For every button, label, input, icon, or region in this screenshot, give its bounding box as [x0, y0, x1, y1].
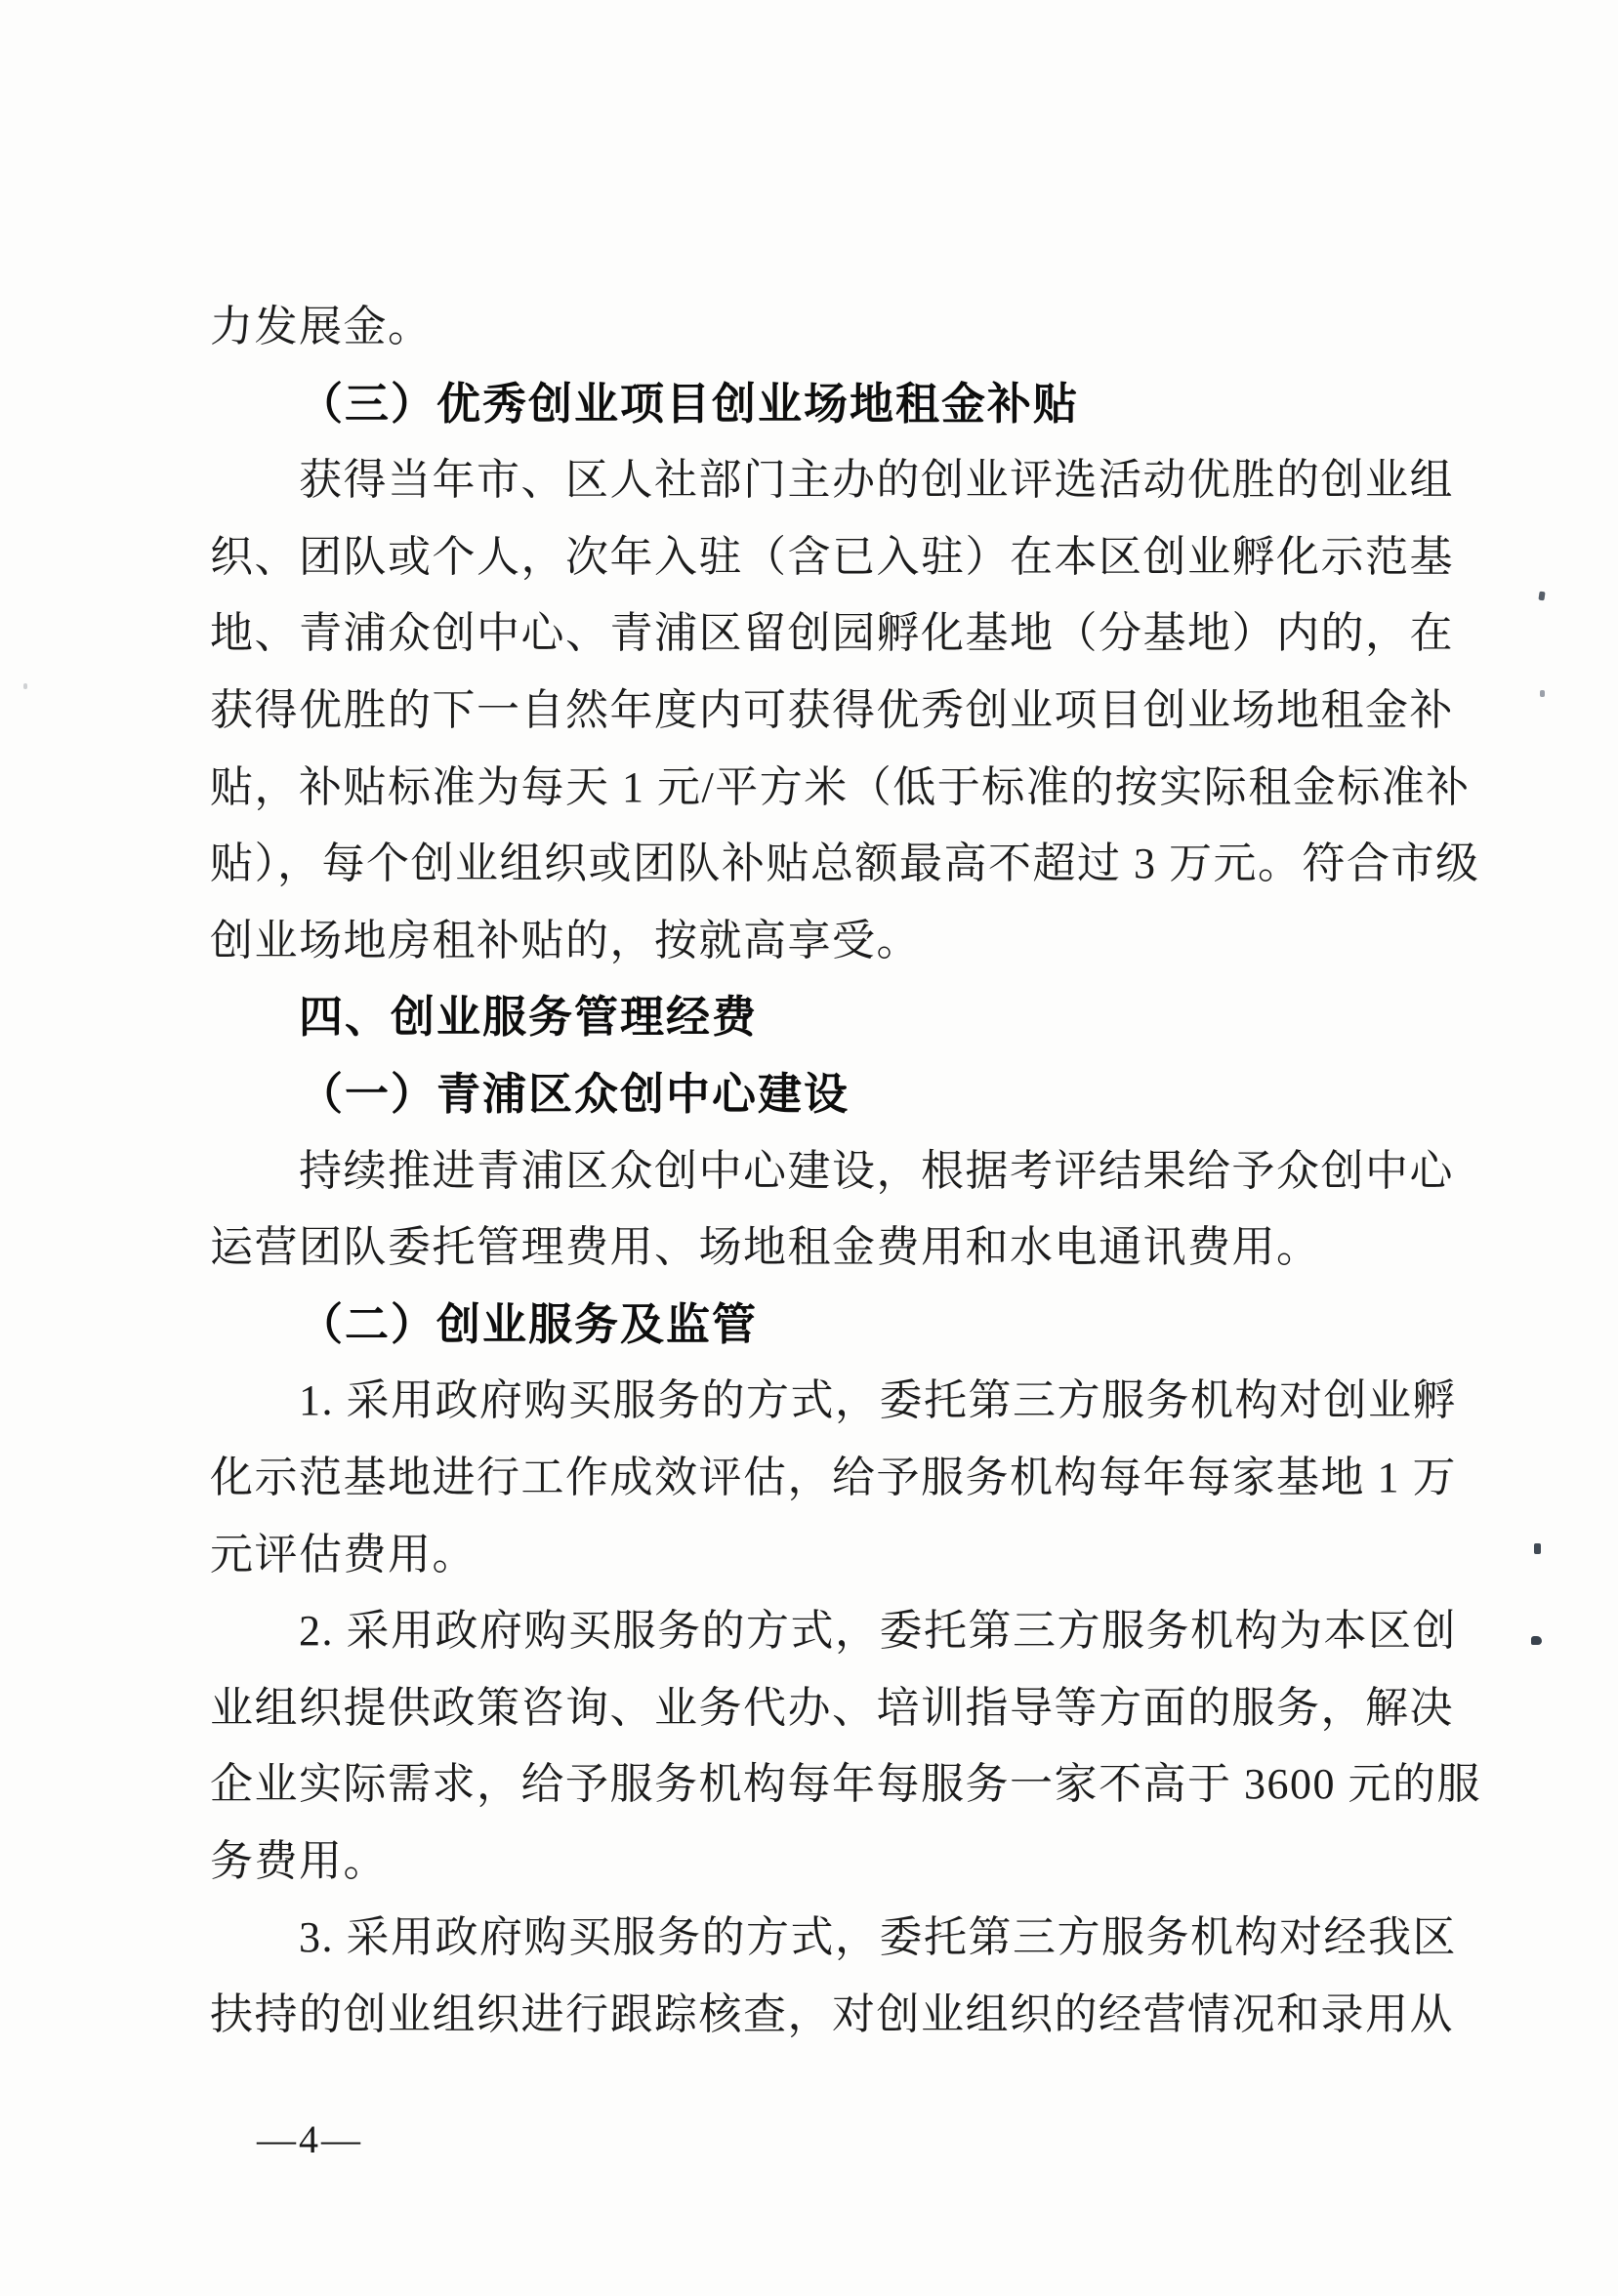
section-heading: （三）优秀创业项目创业场地租金补贴	[299, 379, 1080, 429]
text-line: 持续推进青浦区众创中心建设，根据考评结果给予众创中心	[299, 1146, 1454, 1195]
text-line: 1. 采用政府购买服务的方式，委托第三方服务机构对创业孵	[299, 1376, 1457, 1425]
text-line: 企业实际需求，给予服务机构每年每服务一家不高于 3600 元的服	[210, 1760, 1481, 1809]
text-line: 创业场地房租补贴的，按就高享受。	[210, 916, 921, 964]
scan-artifact	[1538, 592, 1545, 601]
scan-artifact	[1540, 690, 1545, 697]
text-line: 2. 采用政府购买服务的方式，委托第三方服务机构为本区创	[299, 1607, 1457, 1656]
text-line: 获得当年市、区人社部门主办的创业评选活动优胜的创业组	[299, 456, 1454, 505]
text-line: 力发展金。	[210, 303, 433, 350]
text-line: 地、青浦众创中心、青浦区留创园孵化基地（分基地）内的，在	[210, 609, 1454, 658]
text-line: 织、团队或个人，次年入驻（含已入驻）在本区创业孵化示范基	[210, 532, 1454, 581]
section-heading: （二）创业服务及监管	[299, 1299, 759, 1349]
text-line: 获得优胜的下一自然年度内可获得优秀创业项目创业场地租金补	[210, 685, 1454, 734]
text-line: 扶持的创业组织进行跟踪核查，对创业组织的经营情况和录用从	[210, 1990, 1454, 2039]
page-number: —4—	[257, 2117, 363, 2161]
text-line: 贴，补贴标准为每天 1 元/平方米（低于标准的按实际租金标准补	[210, 762, 1471, 811]
scan-artifact	[1534, 1543, 1541, 1554]
text-line: 3. 采用政府购买服务的方式，委托第三方服务机构对经我区	[299, 1913, 1457, 1962]
document-body	[210, 289, 1509, 2054]
text-line: 化示范基地进行工作成效评估，给予服务机构每年每家基地 1 万	[210, 1453, 1457, 1501]
text-line: 元评估费用。	[210, 1530, 477, 1578]
scan-artifact	[1531, 1636, 1542, 1645]
text-line: 务费用。	[210, 1836, 388, 1885]
section-heading: （一）青浦区众创中心建设	[299, 1069, 850, 1119]
section-heading: 四、创业服务管理经费	[299, 993, 759, 1043]
text-line: 业组织提供政策咨询、业务代办、培训指导等方面的服务，解决	[210, 1683, 1454, 1732]
text-line: 运营团队委托管理费用、场地租金费用和水电通讯费用。	[210, 1223, 1321, 1272]
scan-artifact	[23, 683, 27, 689]
text-line: 贴），每个创业组织或团队补贴总额最高不超过 3 万元。符合市级	[210, 840, 1480, 888]
